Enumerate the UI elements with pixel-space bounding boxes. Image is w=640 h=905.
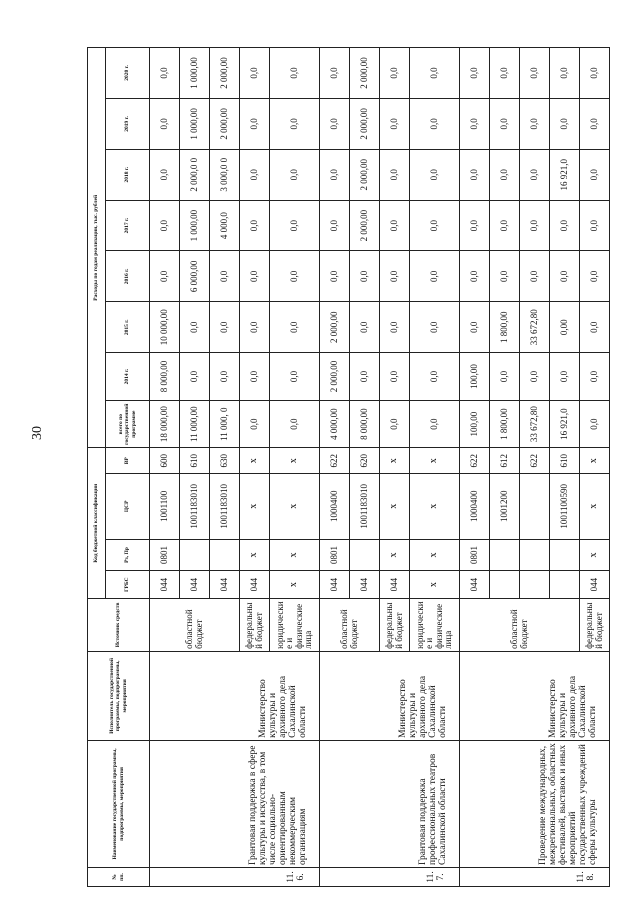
cell-y2017: 0,0 <box>240 200 270 251</box>
header-year-2014: 2014 г. <box>106 353 150 401</box>
cell-rzpr: 0801 <box>320 539 350 571</box>
cell-y2020: 0,0 <box>270 48 320 99</box>
cell-y2016: 0,0 <box>410 251 460 302</box>
cell-y2015: 0,00 <box>550 302 580 353</box>
cell-y2018: 0,0 <box>320 149 350 200</box>
cell-csr: x <box>270 473 320 539</box>
cell-y2014: 0,0 <box>210 353 240 401</box>
cell-rzpr <box>350 539 380 571</box>
cell-y2019: 0,0 <box>270 98 320 149</box>
cell-y2016: 0,0 <box>150 251 180 302</box>
cell-rzpr: 0801 <box>150 539 180 571</box>
cell-total: 11 000, 0 <box>210 400 240 448</box>
cell-vr: 612 <box>490 448 520 473</box>
cell-rzpr: x <box>240 539 270 571</box>
cell-y2017: 0,0 <box>410 200 460 251</box>
cell-y2018: 3 000,0 0 <box>210 149 240 200</box>
rotated-table-wrapper <box>87 47 604 887</box>
cell-rzpr <box>520 539 550 571</box>
cell-y2014: 2 000,00 <box>320 353 350 401</box>
cell-y2017: 4 000,0 <box>210 200 240 251</box>
cell-grbs <box>490 571 520 599</box>
cell-rzpr: x <box>380 539 410 571</box>
cell-y2016: 0,0 <box>210 251 240 302</box>
header-year-2016: 2016 г. <box>106 251 150 302</box>
header-source: Источник средств <box>88 598 150 651</box>
cell-y2016: 0,0 <box>240 251 270 302</box>
cell-grbs <box>520 571 550 599</box>
item-name: Грантовая поддержка в сфере культуры и искусства, в том числе социально-ориентированным некоммерческим организациям <box>150 740 320 867</box>
cell-y2017: 0,0 <box>550 200 580 251</box>
funding-source: юридические и физические лица <box>410 598 460 651</box>
funding-source: федеральный бюджет <box>240 598 270 651</box>
cell-y2015: 0,0 <box>350 302 380 353</box>
cell-vr: 610 <box>180 448 210 473</box>
cell-y2014: 0,0 <box>180 353 210 401</box>
cell-grbs: 044 <box>320 571 350 599</box>
cell-grbs: 044 <box>350 571 380 599</box>
cell-y2017: 0,0 <box>320 200 350 251</box>
cell-vr: 622 <box>320 448 350 473</box>
cell-csr: x <box>240 473 270 539</box>
header-year-2017: 2017 г. <box>106 200 150 251</box>
cell-total: 100,00 <box>460 400 490 448</box>
cell-y2019: 0,0 <box>580 98 610 149</box>
table-row <box>320 48 350 887</box>
cell-csr <box>520 473 550 539</box>
budget-table <box>87 47 610 887</box>
cell-y2015: 1 800,00 <box>490 302 520 353</box>
cell-y2014: 0,0 <box>270 353 320 401</box>
cell-grbs: x <box>410 571 460 599</box>
cell-vr: x <box>380 448 410 473</box>
item-number: 11.7. <box>320 867 460 886</box>
cell-rzpr <box>490 539 520 571</box>
header-rzpr: Рз, Пр <box>106 539 150 571</box>
cell-y2016: 0,0 <box>550 251 580 302</box>
header-year-2019: 2019 г. <box>106 98 150 149</box>
cell-y2016: 0,0 <box>490 251 520 302</box>
cell-csr: 1001100 <box>150 473 180 539</box>
cell-y2020: 0,0 <box>550 48 580 99</box>
cell-csr: x <box>410 473 460 539</box>
cell-y2016: 0,0 <box>460 251 490 302</box>
cell-y2015: 10 000,00 <box>150 302 180 353</box>
funding-source: областной бюджет <box>460 598 580 651</box>
cell-y2017: 0,0 <box>270 200 320 251</box>
cell-y2014: 8 000,00 <box>150 353 180 401</box>
cell-y2019: 0,0 <box>520 98 550 149</box>
cell-y2017: 0,0 <box>580 200 610 251</box>
cell-y2015: 0,0 <box>210 302 240 353</box>
cell-y2019: 0,0 <box>150 98 180 149</box>
cell-y2019: 0,0 <box>550 98 580 149</box>
cell-y2018: 0,0 <box>580 149 610 200</box>
cell-vr: 622 <box>460 448 490 473</box>
header-expenses: Расходы по годам реализации, тыс. рублей <box>88 48 106 448</box>
cell-y2020: 0,0 <box>580 48 610 99</box>
cell-csr: 1001183010 <box>210 473 240 539</box>
cell-csr: x <box>580 473 610 539</box>
item-number: 11.6. <box>150 867 320 886</box>
cell-csr: 1000400 <box>460 473 490 539</box>
cell-vr: 630 <box>210 448 240 473</box>
cell-y2016: 0,0 <box>350 251 380 302</box>
cell-y2020: 2 000,00 <box>350 48 380 99</box>
cell-y2014: 0,0 <box>410 353 460 401</box>
cell-y2015: 0,0 <box>410 302 460 353</box>
cell-grbs: x <box>270 571 320 599</box>
cell-y2015: 0,0 <box>380 302 410 353</box>
cell-rzpr <box>180 539 210 571</box>
cell-y2017: 0,0 <box>490 200 520 251</box>
cell-y2018: 2 000,0 0 <box>180 149 210 200</box>
cell-grbs: 044 <box>150 571 180 599</box>
cell-y2015: 0,0 <box>270 302 320 353</box>
cell-y2018: 0,0 <box>490 149 520 200</box>
cell-y2015: 0,0 <box>240 302 270 353</box>
cell-y2019: 0,0 <box>240 98 270 149</box>
cell-y2015: 0,0 <box>460 302 490 353</box>
cell-total: 8 000,00 <box>350 400 380 448</box>
cell-y2019: 2 000,00 <box>210 98 240 149</box>
cell-y2020: 0,0 <box>460 48 490 99</box>
cell-rzpr: x <box>410 539 460 571</box>
cell-vr: x <box>240 448 270 473</box>
header-total: всего по государственной программе <box>106 400 150 448</box>
cell-y2014: 0,0 <box>550 353 580 401</box>
cell-vr: 620 <box>350 448 380 473</box>
table-row <box>460 48 490 887</box>
header-csr: ЦСР <box>106 473 150 539</box>
cell-csr: 1001183010 <box>180 473 210 539</box>
cell-total: 18 000,00 <box>150 400 180 448</box>
header-executor: Исполнитель государственной программы, подпрограммы, мероприятия <box>88 651 150 740</box>
cell-y2016: 0,0 <box>270 251 320 302</box>
cell-y2017: 2 000,00 <box>350 200 380 251</box>
cell-rzpr: x <box>270 539 320 571</box>
funding-source: федеральный бюджет <box>580 598 610 651</box>
cell-y2014: 0,0 <box>520 353 550 401</box>
cell-y2015: 0,0 <box>580 302 610 353</box>
cell-y2014: 0,0 <box>350 353 380 401</box>
cell-y2020: 0,0 <box>410 48 460 99</box>
cell-y2018: 2 000,00 <box>350 149 380 200</box>
cell-y2020: 2 000,00 <box>210 48 240 99</box>
cell-total: 0,0 <box>580 400 610 448</box>
cell-y2020: 1 000,00 <box>180 48 210 99</box>
funding-source: областной бюджет <box>150 598 240 651</box>
header-grbs: ГРБС <box>106 571 150 599</box>
cell-y2020: 0,0 <box>520 48 550 99</box>
cell-y2020: 0,0 <box>240 48 270 99</box>
cell-total: 16 921,0 <box>550 400 580 448</box>
cell-y2017: 0,0 <box>520 200 550 251</box>
cell-csr: 1001100590 <box>550 473 580 539</box>
cell-y2017: 0,0 <box>460 200 490 251</box>
header-vr: ВР <box>106 448 150 473</box>
cell-y2019: 1 000,00 <box>180 98 210 149</box>
cell-csr: 1000400 <box>320 473 350 539</box>
header-year-2018: 2018 г. <box>106 149 150 200</box>
cell-y2020: 0,0 <box>380 48 410 99</box>
item-name: Проведение международных, межрегиональных, областных фестивалей, выставок и иных мероприятий государственных учреждений сферы культуры <box>460 740 610 867</box>
cell-vr: 622 <box>520 448 550 473</box>
page-number: 30 <box>30 426 45 440</box>
cell-y2018: 0,0 <box>150 149 180 200</box>
cell-y2018: 16 921,0 <box>550 149 580 200</box>
header-name: Наименование государственной программы, подпрограммы, мероприятия <box>88 740 150 867</box>
item-executor: Министерство культуры и архивного дела Сахалинской области <box>320 651 460 740</box>
item-number: 11.8. <box>460 867 610 886</box>
cell-y2014: 0,0 <box>380 353 410 401</box>
cell-y2019: 0,0 <box>380 98 410 149</box>
cell-grbs: 044 <box>240 571 270 599</box>
cell-csr: 1001183010 <box>350 473 380 539</box>
funding-source: областной бюджет <box>320 598 380 651</box>
cell-y2016: 0,0 <box>580 251 610 302</box>
cell-y2015: 33 672,80 <box>520 302 550 353</box>
cell-y2020: 0,0 <box>490 48 520 99</box>
cell-rzpr: x <box>580 539 610 571</box>
cell-y2018: 0,0 <box>270 149 320 200</box>
cell-y2020: 0,0 <box>150 48 180 99</box>
header-year-2020: 2020 г. <box>106 48 150 99</box>
cell-y2014: 0,0 <box>490 353 520 401</box>
cell-y2018: 0,0 <box>520 149 550 200</box>
cell-total: 0,0 <box>380 400 410 448</box>
cell-y2015: 0,0 <box>180 302 210 353</box>
cell-total: 0,0 <box>270 400 320 448</box>
cell-y2014: 0,0 <box>240 353 270 401</box>
cell-csr: x <box>380 473 410 539</box>
cell-vr: x <box>410 448 460 473</box>
cell-grbs: 044 <box>180 571 210 599</box>
cell-grbs <box>550 571 580 599</box>
cell-y2020: 0,0 <box>320 48 350 99</box>
cell-vr: x <box>270 448 320 473</box>
cell-total: 4 000,00 <box>320 400 350 448</box>
cell-y2017: 0,0 <box>150 200 180 251</box>
cell-y2018: 0,0 <box>410 149 460 200</box>
cell-grbs: 044 <box>580 571 610 599</box>
cell-y2017: 1 000,00 <box>180 200 210 251</box>
item-executor: Министерство культуры и архивного дела Сахалинской области <box>460 651 610 740</box>
cell-y2019: 0,0 <box>490 98 520 149</box>
cell-vr: x <box>580 448 610 473</box>
cell-csr: 1001200 <box>490 473 520 539</box>
cell-y2018: 0,0 <box>380 149 410 200</box>
cell-y2019: 0,0 <box>460 98 490 149</box>
cell-grbs: 044 <box>210 571 240 599</box>
cell-total: 0,0 <box>240 400 270 448</box>
cell-y2016: 0,0 <box>320 251 350 302</box>
cell-grbs: 044 <box>380 571 410 599</box>
item-executor: Министерство культуры и архивного дела Сахалинской области <box>150 651 320 740</box>
item-name: Грантовая поддержка профессиональных театров Сахалинской области <box>320 740 460 867</box>
cell-total: 1 800,00 <box>490 400 520 448</box>
cell-y2018: 0,0 <box>240 149 270 200</box>
cell-y2018: 0,0 <box>460 149 490 200</box>
cell-total: 33 672,80 <box>520 400 550 448</box>
cell-grbs: 044 <box>460 571 490 599</box>
table-body <box>150 48 610 887</box>
table-row <box>150 48 180 887</box>
cell-rzpr: 0801 <box>460 539 490 571</box>
cell-rzpr <box>550 539 580 571</box>
cell-y2014: 100,00 <box>460 353 490 401</box>
cell-y2017: 0,0 <box>380 200 410 251</box>
cell-y2019: 0,0 <box>410 98 460 149</box>
cell-rzpr <box>210 539 240 571</box>
funding-source: федеральный бюджет <box>380 598 410 651</box>
header-budget-code: Код бюджетной классификации <box>88 448 106 598</box>
header-no: № пп. <box>88 867 150 886</box>
cell-y2019: 2 000,00 <box>350 98 380 149</box>
cell-total: 11 000,00 <box>180 400 210 448</box>
cell-total: 0,0 <box>410 400 460 448</box>
cell-vr: 610 <box>550 448 580 473</box>
cell-y2014: 0,0 <box>580 353 610 401</box>
cell-y2016: 0,0 <box>520 251 550 302</box>
cell-vr: 600 <box>150 448 180 473</box>
header-year-2015: 2015 г. <box>106 302 150 353</box>
cell-y2015: 2 000,00 <box>320 302 350 353</box>
funding-source: юридические и физические лица <box>270 598 320 651</box>
cell-y2019: 0,0 <box>320 98 350 149</box>
cell-y2016: 0,0 <box>380 251 410 302</box>
cell-y2016: 6 000,00 <box>180 251 210 302</box>
